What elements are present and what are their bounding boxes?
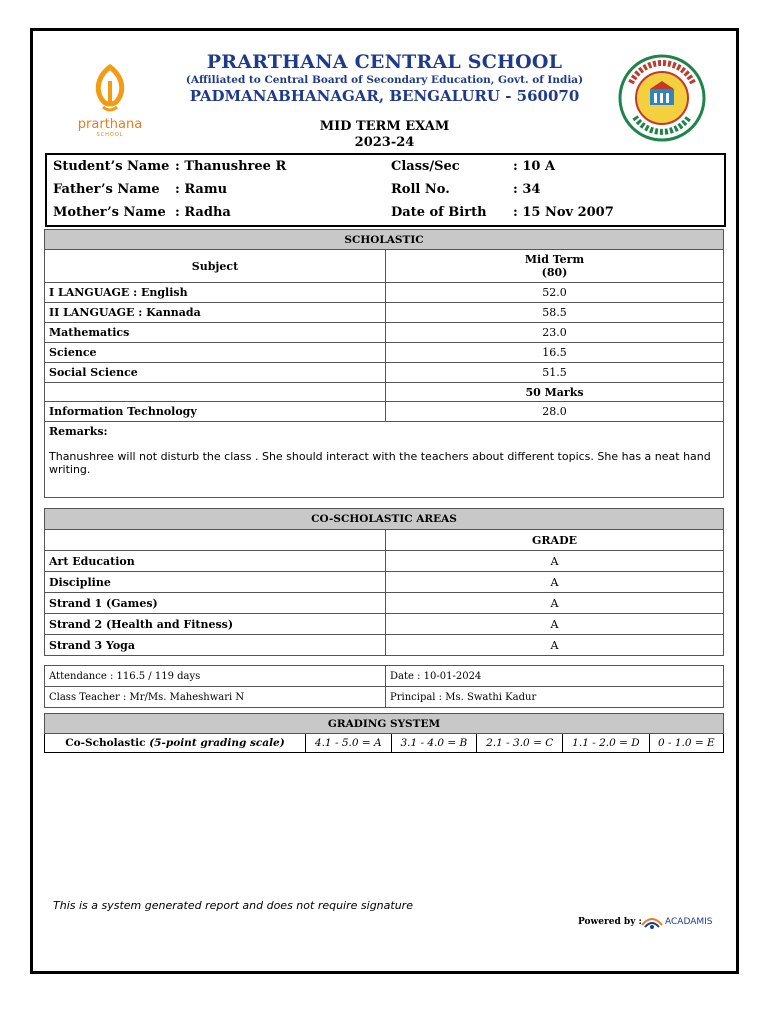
mother-name-value: : Radha [175, 205, 231, 220]
remarks-label: Remarks: [49, 425, 108, 438]
student-info-box [45, 153, 726, 227]
marks-cell: 51.5 [386, 363, 724, 383]
footer-info-section [44, 665, 724, 708]
grade-scale-a: 4.1 - 5.0 = A [306, 734, 392, 753]
midterm-max: (80) [541, 266, 568, 279]
grade-column-header: GRADE [386, 530, 724, 551]
school-affiliation: (Affiliated to Central Board of Secondary Education, Govt. of India) [185, 74, 584, 86]
area-cell: Strand 2 (Health and Fitness) [45, 614, 386, 635]
subject-cell: Science [45, 343, 386, 363]
grade-scale-c: 2.1 - 3.0 = C [477, 734, 563, 753]
area-cell: Strand 1 (Games) [45, 593, 386, 614]
footer-info-table [44, 665, 724, 708]
empty-cell [45, 530, 386, 551]
report-card-frame [30, 28, 739, 974]
marks-cell: 23.0 [386, 323, 724, 343]
marks-cell: 28.0 [386, 402, 724, 422]
marks-cell: 16.5 [386, 343, 724, 363]
roll-value: : 34 [513, 182, 541, 197]
grade-cell: A [386, 614, 724, 635]
acadamis-logo-icon [640, 911, 664, 931]
table-row [45, 283, 724, 303]
area-cell: Discipline [45, 572, 386, 593]
grade-scale-d: 1.1 - 2.0 = D [563, 734, 649, 753]
mother-name-label: Mother’s Name [53, 205, 166, 220]
remarks-box [44, 422, 724, 498]
date-cell: Date : 10-01-2024 [386, 666, 724, 687]
co-scholastic-header: CO-SCHOLASTIC AREAS [45, 509, 724, 530]
exam-year: 2023-24 [354, 135, 415, 150]
grade-cell: A [386, 551, 724, 572]
grade-scale-e: 0 - 1.0 = E [649, 734, 723, 753]
grading-label-cell [45, 734, 306, 753]
table-row [45, 551, 724, 572]
logo-text: prarthana [77, 117, 143, 132]
co-scholastic-table [44, 508, 724, 656]
subject-cell: I LANGUAGE : English [45, 283, 386, 303]
grading-table [44, 713, 724, 753]
exam-name: MID TERM EXAM [319, 119, 450, 134]
area-cell: Art Education [45, 551, 386, 572]
principal-cell: Principal : Ms. Swathi Kadur [386, 687, 724, 708]
table-row [45, 323, 724, 343]
co-scholastic-section [44, 508, 724, 656]
school-header [33, 51, 736, 105]
attendance-cell: Attendance : 116.5 / 119 days [45, 666, 386, 687]
marks-cell: 52.0 [386, 283, 724, 303]
dob-label: Date of Birth [391, 205, 487, 220]
class-teacher-cell: Class Teacher : Mr/Ms. Maheshwari N [45, 687, 386, 708]
marks-cell: 58.5 [386, 303, 724, 323]
it-marks-header: 50 Marks [386, 383, 724, 402]
table-row [45, 593, 724, 614]
grading-section [44, 713, 724, 753]
father-name-label: Father’s Name [53, 182, 160, 197]
table-row [45, 572, 724, 593]
area-cell: Strand 3 Yoga [45, 635, 386, 656]
grade-cell: A [386, 593, 724, 614]
midterm-label: Mid Term [524, 253, 585, 266]
subject-cell: Information Technology [45, 402, 386, 422]
father-name-value: : Ramu [175, 182, 228, 197]
scholastic-header: SCHOLASTIC [45, 230, 724, 250]
student-name-value: : Thanushree R [175, 159, 287, 174]
grade-cell: A [386, 635, 724, 656]
class-label: Class/Sec [391, 159, 460, 174]
student-name-label: Student’s Name [53, 159, 170, 174]
exam-title [33, 119, 736, 151]
table-row [45, 635, 724, 656]
system-generated-note: This is a system generated report and does not require signature [53, 899, 413, 912]
logo-subtext: SCHOOL [96, 132, 124, 138]
empty-cell [45, 383, 386, 402]
dob-value: : 15 Nov 2007 [513, 205, 614, 220]
grading-header: GRADING SYSTEM [45, 714, 724, 734]
grade-scale-b: 3.1 - 4.0 = B [391, 734, 477, 753]
grading-label: Co-Scholastic [65, 737, 146, 749]
remarks-text: Thanushree will not disturb the class . She should interact with the teachers about different topics. She has a neat hand writing. [49, 450, 711, 476]
scholastic-section [44, 229, 724, 498]
scholastic-table [44, 229, 724, 422]
grading-label-italic: (5-point grading scale) [149, 737, 285, 749]
subject-cell: Mathematics [45, 323, 386, 343]
table-row [45, 363, 724, 383]
table-row [45, 303, 724, 323]
table-row [45, 614, 724, 635]
subject-column-header: Subject [45, 250, 386, 283]
powered-by-label: Powered by : [578, 917, 642, 927]
table-row [45, 343, 724, 363]
table-row [45, 402, 724, 422]
acadamis-brand: ACADAMIS [665, 917, 713, 927]
subject-cell: Social Science [45, 363, 386, 383]
school-address: PADMANABHANAGAR, BENGALURU - 560070 [189, 87, 580, 105]
midterm-column-header [386, 250, 724, 283]
school-name: PRARTHANA CENTRAL SCHOOL [206, 51, 563, 73]
roll-label: Roll No. [391, 182, 450, 197]
subject-cell: II LANGUAGE : Kannada [45, 303, 386, 323]
class-value: : 10 A [513, 159, 556, 174]
grade-cell: A [386, 572, 724, 593]
